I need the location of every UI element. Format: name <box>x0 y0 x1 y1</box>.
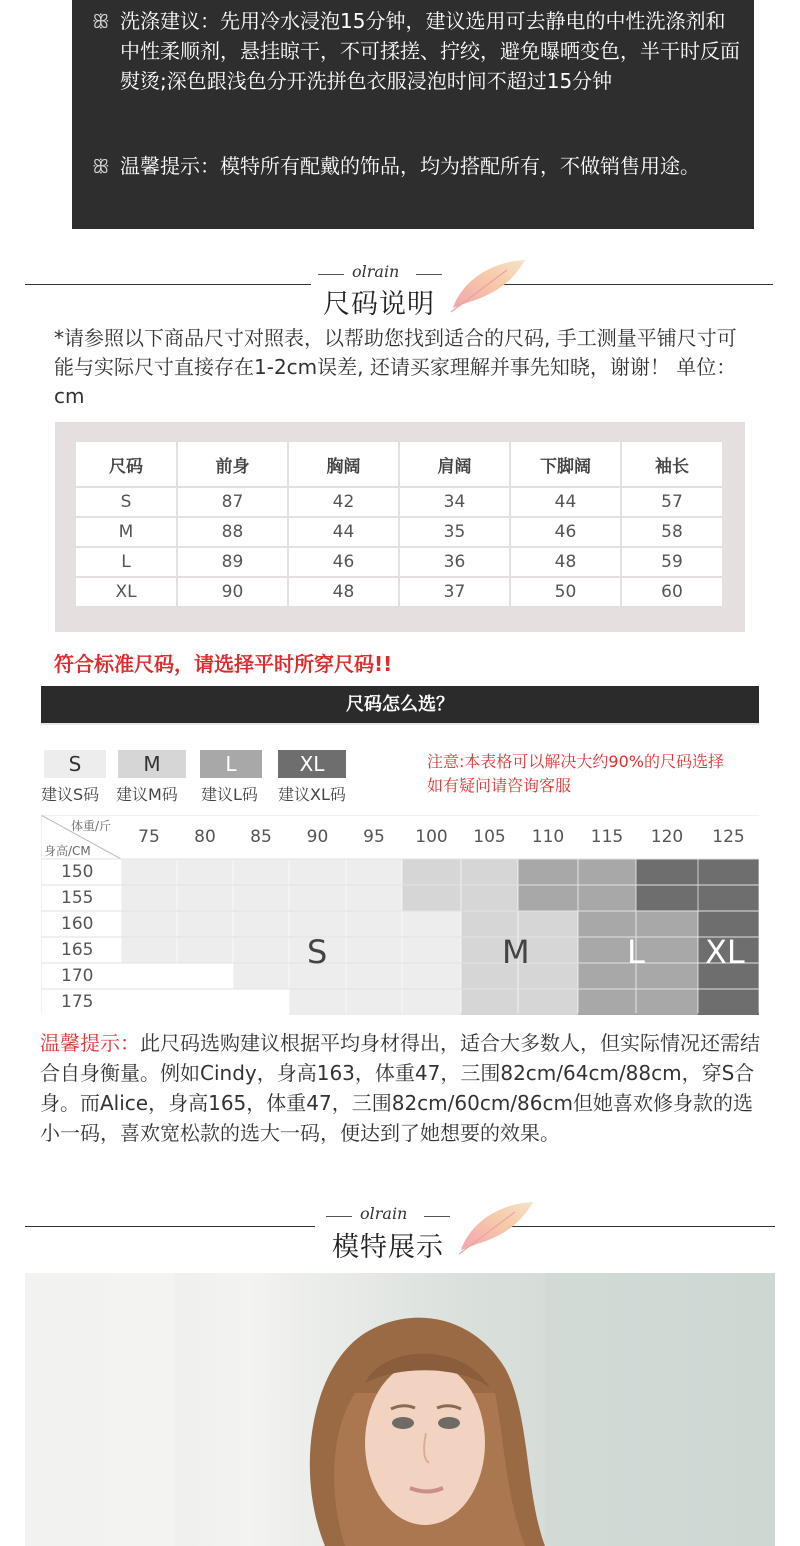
table-header: 下脚阔 <box>511 442 620 486</box>
table-row <box>76 488 722 516</box>
section-divider-right <box>508 1226 775 1227</box>
big-size-label-m: M <box>502 933 530 971</box>
legend-swatch-m: M <box>118 750 186 778</box>
weight-header: 75 <box>138 827 160 847</box>
big-size-label-l: L <box>627 933 645 971</box>
table-header: 前身 <box>178 442 287 486</box>
height-label: 155 <box>61 888 94 908</box>
size-tip <box>40 1028 762 1148</box>
flower-bullet-icon: ꕥ <box>92 11 110 33</box>
table-cell: 42 <box>289 488 398 516</box>
table-cell: 57 <box>622 488 722 516</box>
section-divider-left <box>25 284 311 285</box>
weight-header: 115 <box>590 827 624 847</box>
size-table <box>74 440 724 608</box>
height-label: 175 <box>61 992 94 1012</box>
table-cell: 46 <box>511 518 620 546</box>
legend-swatch-xl: XL <box>278 750 346 778</box>
model-accessory-notice <box>92 151 740 181</box>
weight-header: 90 <box>306 827 329 847</box>
corner-height-label: 身高/CM <box>44 844 91 858</box>
model-accessory-notice-text: 温馨提示：模特所有配戴的饰品，均为搭配所有，不做销售用途。 <box>120 154 700 178</box>
how-to-choose-bar: 尺码怎么选？ <box>41 686 759 723</box>
weight-header: 105 <box>473 827 506 847</box>
table-header: 肩阔 <box>400 442 509 486</box>
table-cell: 50 <box>511 578 620 606</box>
weight-header: 100 <box>415 827 448 847</box>
size-table-container <box>55 422 745 632</box>
table-cell: 34 <box>400 488 509 516</box>
weight-header: 110 <box>531 827 565 847</box>
table-cell: 88 <box>178 518 287 546</box>
standard-size-note: 符合标准尺码，请选择平时所穿尺码!! <box>54 652 393 676</box>
table-cell: 46 <box>289 548 398 576</box>
corner-weight-label: 体重/斤 <box>71 819 112 833</box>
table-cell: 44 <box>511 488 620 516</box>
table-cell: 44 <box>289 518 398 546</box>
brand-dash-right <box>416 274 442 275</box>
washing-advice-text: 洗涤建议：先用冷水浸泡15分钟，建议选用可去静电的中性洗涤剂和中性柔顺剂，悬挂晾干，不可揉搓、拧绞，避免曝晒变色，半干时反面熨烫;深色跟浅色分开洗拼色衣服浸泡时间不超过15分钟 <box>120 9 740 93</box>
notice-line-2: 如有疑问请咨询客服 <box>427 776 572 795</box>
feather-icon <box>455 1196 537 1256</box>
table-row <box>76 578 722 606</box>
weight-header: 80 <box>194 827 216 847</box>
weight-header: 85 <box>250 827 272 847</box>
brand-dash-right <box>424 1216 450 1217</box>
legend-label-m: 建议M码 <box>116 785 178 804</box>
table-cell: 89 <box>178 548 287 576</box>
big-size-label-xl: XL <box>705 933 745 971</box>
notice-line-1: 注意:本表格可以解决大约90%的尺码选择 <box>427 752 724 771</box>
table-header: 尺码 <box>76 442 176 486</box>
care-instructions-box <box>72 0 754 229</box>
table-header: 胸阔 <box>289 442 398 486</box>
table-cell: 35 <box>400 518 509 546</box>
table-row <box>76 548 722 576</box>
table-cell: XL <box>76 578 176 606</box>
table-row <box>76 518 722 546</box>
table-cell: L <box>76 548 176 576</box>
big-size-label-s: S <box>307 933 328 971</box>
model-photo <box>25 1273 775 1546</box>
table-cell: 60 <box>622 578 722 606</box>
table-header-row <box>76 442 722 486</box>
table-cell: S <box>76 488 176 516</box>
model-section-title: 模特展示 <box>332 1232 444 1263</box>
table-cell: 58 <box>622 518 722 546</box>
size-section-title: 尺码说明 <box>323 289 435 320</box>
section-divider-left <box>25 1226 315 1227</box>
height-label: 165 <box>61 940 94 960</box>
height-label: 170 <box>61 966 94 986</box>
table-cell: 90 <box>178 578 287 606</box>
legend-swatch-s: S <box>44 750 106 778</box>
weight-header: 125 <box>712 827 745 847</box>
brand-dash-left <box>318 274 344 275</box>
table-cell: M <box>76 518 176 546</box>
table-cell: 37 <box>400 578 509 606</box>
brand-logo: olrain <box>352 262 400 281</box>
brand-dash-left <box>326 1216 352 1217</box>
table-cell: 48 <box>511 548 620 576</box>
section-divider-right <box>500 284 773 285</box>
flower-bullet-icon: ꕥ <box>92 156 110 178</box>
model-photo-illustration <box>25 1273 775 1546</box>
height-label: 150 <box>61 862 94 882</box>
size-description: *请参照以下商品尺寸对照表，以帮助您找到适合的尺码, 手工测量平铺尺寸可能与实际尺寸直接存在1-2cm误差, 还请买家理解并事先知晓，谢谢！ 单位：cm <box>54 326 737 408</box>
legend-swatch-l: L <box>200 750 262 778</box>
legend-label-l: 建议L码 <box>201 785 258 804</box>
brand-logo: olrain <box>360 1204 408 1223</box>
washing-advice <box>92 6 740 96</box>
table-cell: 87 <box>178 488 287 516</box>
height-label: 160 <box>61 914 94 934</box>
table-cell: 36 <box>400 548 509 576</box>
how-to-choose-bar-shadow <box>41 723 759 725</box>
table-cell: 59 <box>622 548 722 576</box>
table-cell: 48 <box>289 578 398 606</box>
weight-header: 95 <box>363 827 385 847</box>
feather-icon <box>447 254 529 314</box>
weight-header: 120 <box>650 827 684 847</box>
legend-label-s: 建议S码 <box>41 785 100 804</box>
size-tip-text: 此尺码选购建议根据平均身材得出，适合大多数人，但实际情况还需结合自身衡量。例如Cindy，身高163，体重47，三围82cm/64cm/88cm，穿S合身。而Alice，身高165，体重47，三围82cm/60cm/86cm但她喜欢修身款的选小一码，喜欢宽松款的选大一码，便达到了她想要的效果。 <box>40 1031 760 1145</box>
legend-label-xl: 建议XL码 <box>278 785 346 804</box>
size-recommendation-grid <box>41 815 759 1013</box>
size-tip-label: 温馨提示： <box>40 1031 140 1055</box>
table-header: 袖长 <box>622 442 722 486</box>
